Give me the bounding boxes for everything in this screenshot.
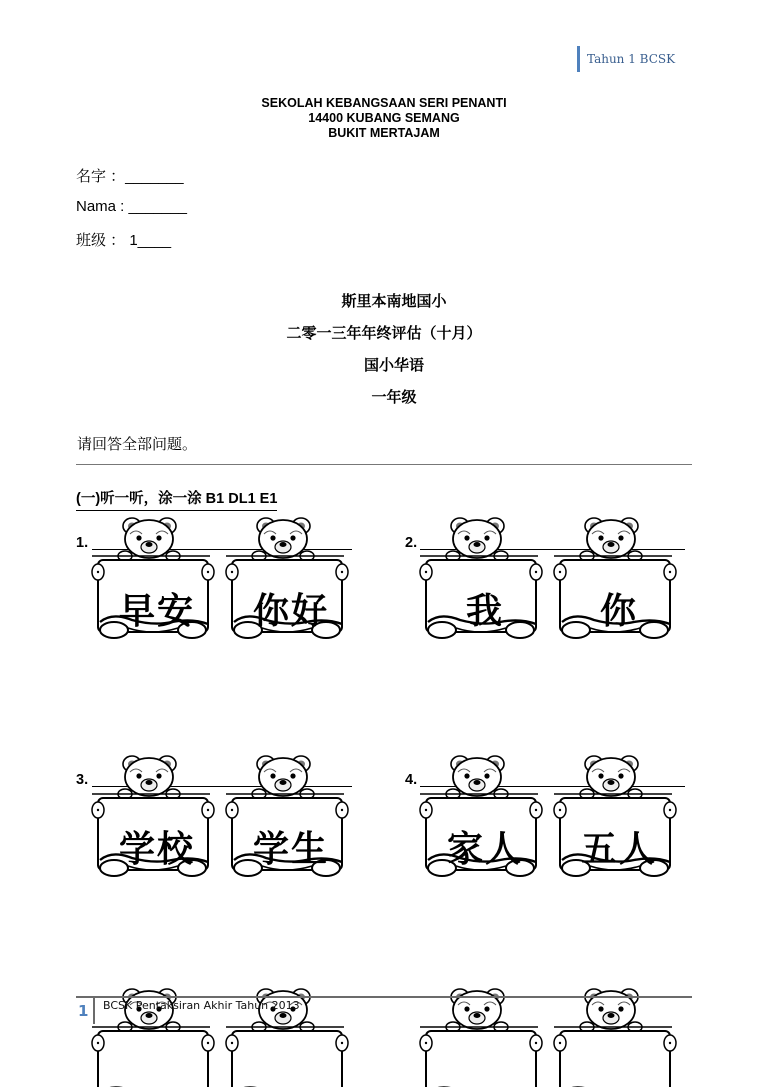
bear-sign-card[interactable] xyxy=(92,514,222,644)
bear-sign-card[interactable] xyxy=(420,514,550,644)
exam-title: 二零一三年年终评估（十月） xyxy=(286,324,482,342)
instruction-text: 请回答全部问题。 xyxy=(77,435,198,453)
grade-title: 一年级 xyxy=(371,388,417,406)
footer-rule xyxy=(76,996,692,998)
bear-sign-card[interactable] xyxy=(420,985,550,1087)
divider xyxy=(76,464,692,465)
question-number: 4. xyxy=(405,772,418,788)
bear-sign-icon xyxy=(420,985,550,1087)
header-tag: Tahun 1 BCSK xyxy=(577,46,675,72)
school-address: 14400 KUBANG SEMANG xyxy=(308,111,460,125)
class-field: 班级 ： 1____ xyxy=(76,232,172,249)
card-word: 你好 xyxy=(252,591,329,632)
subject-title: 国小华语 xyxy=(363,356,424,374)
bear-sign-card[interactable] xyxy=(226,514,356,644)
bear-sign-card[interactable] xyxy=(554,514,684,644)
section-title: (一)听一听，涂一涂 B1 DL1 E1 xyxy=(76,487,277,511)
bear-sign-card[interactable] xyxy=(226,752,356,882)
page-number: 1 xyxy=(78,1002,89,1020)
footer-text: BCSK Pentaksiran Akhir Tahun 2013 xyxy=(103,999,300,1012)
card-word: 家人 xyxy=(446,829,523,870)
name-field-malay: Nama : _______ xyxy=(76,198,187,215)
card-word: 学生 xyxy=(252,829,329,870)
card-word: 五人 xyxy=(580,829,657,870)
card-word: 学校 xyxy=(118,829,195,870)
question-number: 1. xyxy=(76,535,89,551)
card-word: 我 xyxy=(465,591,504,632)
school-title-chinese: 斯里本南地国小 xyxy=(341,292,447,310)
bear-sign-card[interactable] xyxy=(554,985,684,1087)
card-word: 你 xyxy=(599,591,638,632)
name-field-chinese: 名字 ：_______ xyxy=(76,168,184,185)
card-word: 早安 xyxy=(118,591,195,632)
question-number: 2. xyxy=(405,535,418,551)
school-town: BUKIT MERTAJAM xyxy=(328,126,440,140)
school-name: SEKOLAH KEBANGSAAN SERI PENANTI xyxy=(261,96,507,110)
bear-sign-card[interactable] xyxy=(420,752,550,882)
bear-sign-icon xyxy=(554,985,684,1087)
bear-sign-card[interactable] xyxy=(92,752,222,882)
question-number: 3. xyxy=(76,772,89,788)
bear-sign-card[interactable] xyxy=(554,752,684,882)
footer-divider xyxy=(93,998,95,1024)
